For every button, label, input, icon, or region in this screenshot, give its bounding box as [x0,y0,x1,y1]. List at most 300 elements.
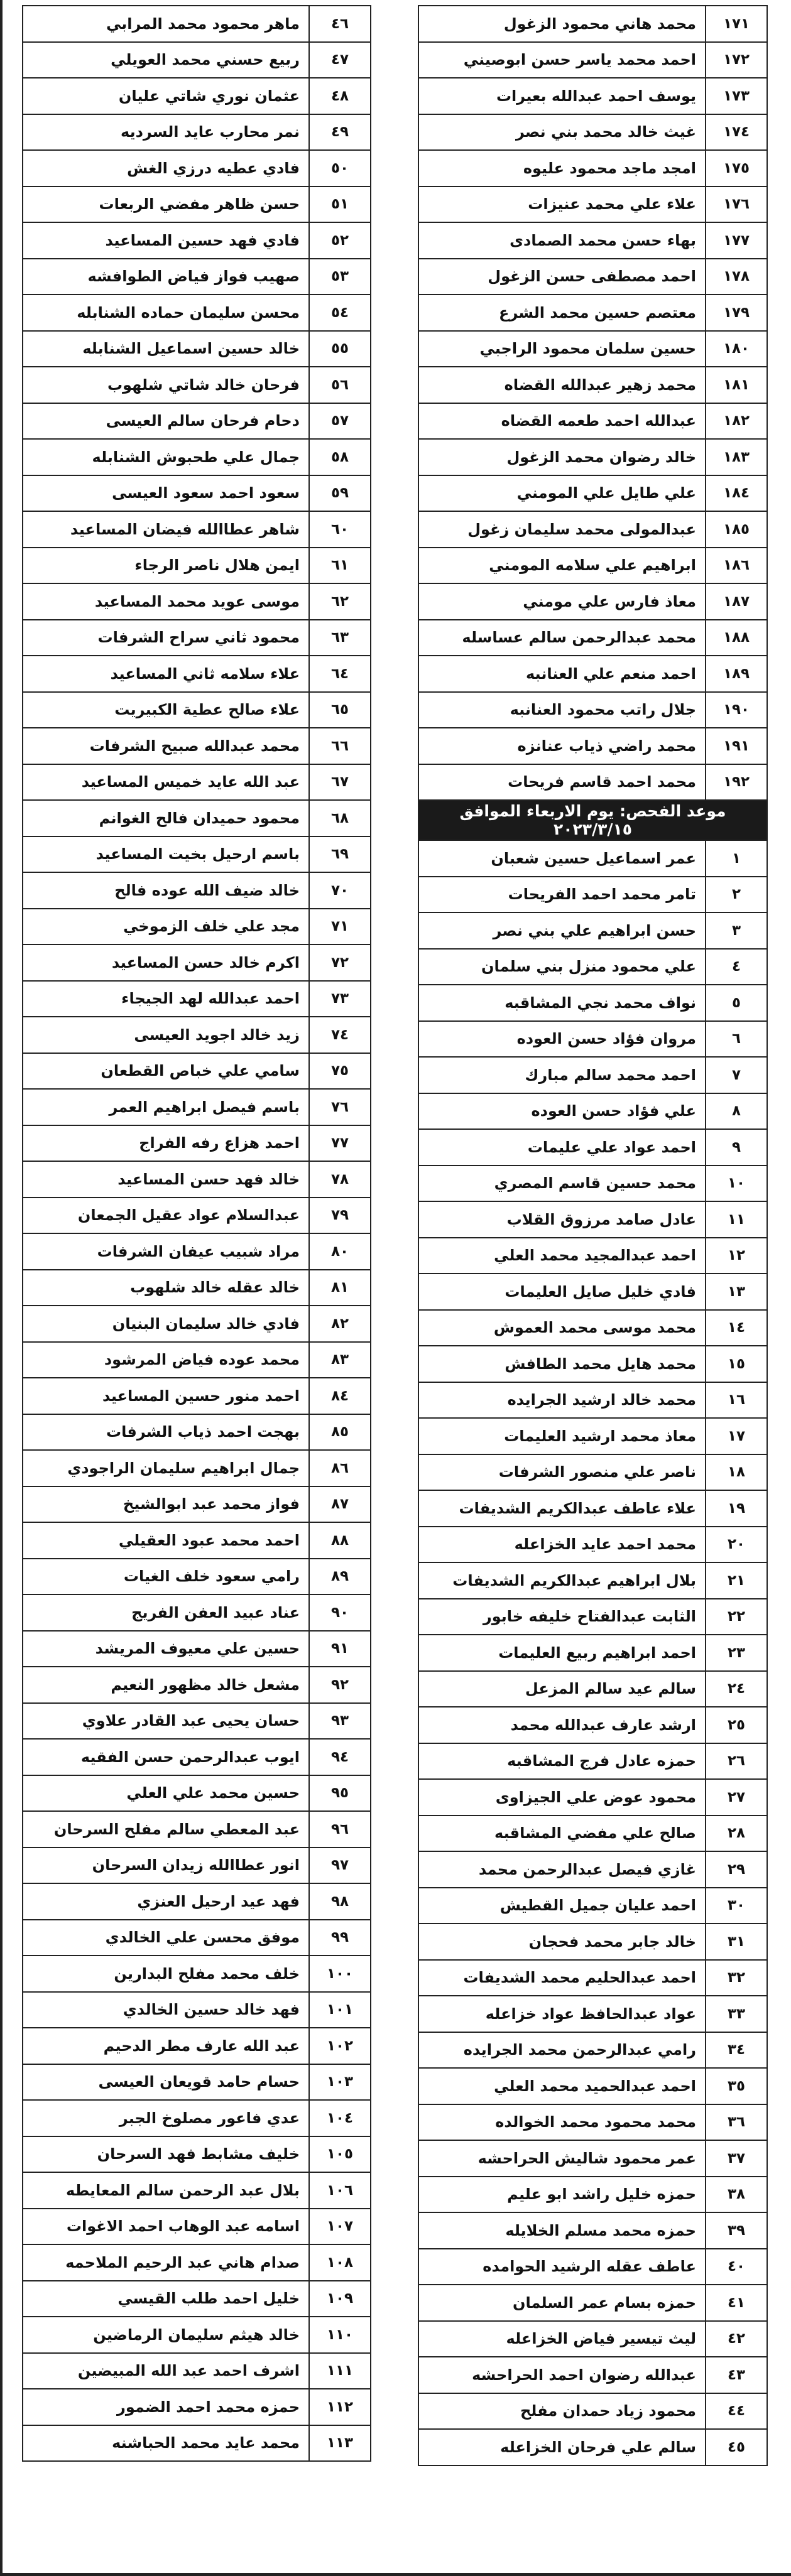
table-row [23,1125,371,1162]
row-number: ٨٣ [309,1342,371,1378]
person-name: سالم عيد سالم المزعل [418,1671,706,1707]
row-number: ١٠٩ [309,2281,371,2317]
row-number: ٤٧ [309,42,371,78]
row-number: ٩٨ [309,1883,371,1920]
person-name: محمد زهير عبدالله القضاه [418,367,706,403]
row-number: ١٠٤ [309,2100,371,2136]
table-row [23,800,371,836]
table-row [23,2136,371,2173]
row-number: ١٠١ [309,1992,371,2028]
row-number: ١٧٥ [706,150,767,187]
row-number: ٥٧ [309,403,371,440]
table-row [23,1522,371,1559]
person-name: محمد احمد قاسم فريحات [418,764,706,801]
table-row [23,367,371,403]
row-number: ٦٤ [309,656,371,692]
person-name: بلال ابراهيم عبدالكريم الشديفات [418,1562,706,1599]
table-row [418,1743,767,1780]
row-number: ١٧ [706,1418,767,1454]
table-row [23,1739,371,1775]
person-name: عبدالله احمد طعمه القضاه [418,403,706,440]
row-number: ٥٨ [309,439,371,475]
exam-date-header: موعد الفحص: يوم الاربعاء الموافق ٢٠٢٣/٣/١٥ [418,800,767,840]
table-row [23,1920,371,1956]
table-row [23,1270,371,1306]
row-number: ٣٣ [706,1996,767,2032]
row-number: ٤٥ [706,2429,767,2465]
person-name: ايوب عبدالرحمن حسن الفقيه [23,1739,309,1775]
row-number: ٧٥ [309,1053,371,1090]
row-number: ٩٠ [309,1594,371,1631]
person-name: عمر محمود شاليش الحراحشه [418,2140,706,2177]
table-row [418,403,767,440]
table-row [23,1450,371,1486]
person-name: غيث خالد محمد بني نصر [418,114,706,151]
table-row [418,1021,767,1058]
row-number: ٢٦ [706,1743,767,1780]
person-name: انور عطاالله زيدان السرحان [23,1848,309,1884]
table-row [23,1161,371,1198]
person-name: احمد عبدالحميد محمد العلي [418,2068,706,2104]
row-number: ١٩ [706,1490,767,1527]
table-row [23,2209,371,2245]
table-row [418,840,767,877]
person-name: اشرف احمد عبد الله المبيضين [23,2353,309,2389]
table-row [418,1599,767,1635]
table-row [23,1017,371,1053]
row-number: ٨٥ [309,1414,371,1451]
person-name: باسم ارحيل بخيت المساعيد [23,836,309,873]
person-name: احمد منور حسين المساعيد [23,1378,309,1414]
table-row [418,1454,767,1491]
table-row [418,150,767,187]
row-number: ١١١ [309,2353,371,2389]
person-name: موسى عويد محمد المساعيد [23,583,309,620]
person-name: حمزه محمد احمد الضمور [23,2389,309,2425]
table-row [23,764,371,801]
person-name: احمد مصطفى حسن الزغول [418,259,706,295]
row-number: ٧٧ [309,1125,371,1162]
row-number: ١٠٦ [309,2172,371,2209]
row-number: ٧١ [309,909,371,945]
table-row [418,877,767,913]
row-number: ٤٩ [309,114,371,151]
row-number: ٩٧ [309,1848,371,1884]
row-number: ١٨ [706,1454,767,1491]
row-number: ٨ [706,1093,767,1130]
row-number: ١٧٢ [706,42,767,78]
row-number: ١٧٨ [706,259,767,295]
row-number: ٢٧ [706,1779,767,1816]
person-name: جمال علي طحبوش الشنابله [23,439,309,475]
row-number: ١٨٢ [706,403,767,440]
row-number: ١٠٢ [309,2028,371,2064]
row-number: ٨٨ [309,1522,371,1559]
row-number: ٩١ [309,1631,371,1667]
table-row [23,1848,371,1884]
table-row [418,912,767,949]
table-row [23,42,371,78]
row-number: ٢٩ [706,1851,767,1888]
person-name: حسين محمد علي العلي [23,1775,309,1812]
table-row [23,981,371,1017]
table-row [23,1198,371,1234]
row-number: ١١٠ [309,2317,371,2353]
table-row [418,222,767,259]
table-row [23,511,371,548]
person-name: محسن سليمان حماده الشنابله [23,295,309,331]
person-name: اسامه عبد الوهاب احمد الاغوات [23,2209,309,2245]
table-row [23,692,371,728]
table-row [23,2028,371,2064]
row-number: ٩٦ [309,1811,371,1848]
table-row [23,1306,371,1342]
table-row [418,42,767,78]
table-row [418,1527,767,1563]
row-number: ٦٠ [309,511,371,548]
table-row [23,1703,371,1740]
person-name: ابراهيم علي سلامه المومني [418,548,706,584]
person-name: عبد الله عايد خميس المساعيد [23,764,309,801]
person-name: علي فؤاد حسن العوده [418,1093,706,1130]
person-name: الثابت عبدالفتاح خليفه خابور [418,1599,706,1635]
person-name: علاء صالح عطية الكبيريت [23,692,309,728]
table-row [418,2249,767,2285]
row-number: ٩٤ [309,1739,371,1775]
person-name: خليل احمد طلب القيسي [23,2281,309,2317]
person-name: فهد خالد حسين الخالدي [23,1992,309,2028]
person-name: سعود احمد سعود العيسى [23,475,309,512]
table-row [418,1562,767,1599]
page-frame-bottom [0,2573,791,2576]
person-name: عثمان نوري شاتي عليان [23,78,309,114]
table-row [418,2393,767,2430]
person-name: فهد عيد ارحيل العنزي [23,1883,309,1920]
person-name: خالد فهد حسن المساعيد [23,1161,309,1198]
row-number: ٤١ [706,2285,767,2321]
table-row [418,2212,767,2249]
table-row [23,1233,371,1270]
table-row [23,1414,371,1451]
person-name: حسين سلمان محمود الراجبي [418,331,706,367]
table-row [418,2357,767,2393]
row-number: ٩ [706,1129,767,1166]
table-row [23,836,371,873]
person-name: فرحان خالد شاتي شلهوب [23,367,309,403]
row-number: ١٠٨ [309,2244,371,2281]
table-row [418,949,767,985]
person-name: عبد المعطي سالم مفلح السرحان [23,1811,309,1848]
row-number: ٩٥ [309,1775,371,1812]
table-row [23,439,371,475]
person-name: ماهر محمود محمد المرابي [23,6,309,42]
table-row [418,2321,767,2357]
row-number: ٤٤ [706,2393,767,2430]
table-row [23,2100,371,2136]
table-row [23,150,371,187]
table-row [418,2429,767,2465]
person-name: حمزه محمد مسلم الخلايله [418,2212,706,2249]
person-name: شاهر عطاالله فيضان المساعيد [23,511,309,548]
row-number: ٨٠ [309,1233,371,1270]
table-row [23,2172,371,2209]
person-name: غازي فيصل عبدالرحمن محمد [418,1851,706,1888]
person-name: فادي خليل صايل العليمات [418,1274,706,1310]
table-row [23,2244,371,2281]
row-number: ٨٩ [309,1559,371,1595]
table-row [23,656,371,692]
person-name: عبد الله عارف مطر الدحيم [23,2028,309,2064]
row-number: ٨٢ [309,1306,371,1342]
table-row [418,2285,767,2321]
row-number: ٨١ [309,1270,371,1306]
row-number: ٣ [706,912,767,949]
row-number: ١٨٥ [706,511,767,548]
person-name: عبدالمولى محمد سليمان زغول [418,511,706,548]
table-row [418,1851,767,1888]
table-row [23,222,371,259]
table-row [418,439,767,475]
row-number: ٧٠ [309,872,371,909]
row-number: ١٣ [706,1274,767,1310]
row-number: ٩٩ [309,1920,371,1956]
table-row [418,1238,767,1274]
person-name: جمال ابراهيم سليمان الراجودي [23,1450,309,1486]
person-name: رامي سعود خلف الغيات [23,1559,309,1595]
table-row [418,1816,767,1852]
row-number: ٦٦ [309,728,371,764]
row-number: ١١٢ [309,2389,371,2425]
person-name: باسم فيصل ابراهيم العمر [23,1089,309,1125]
person-name: معتصم حسين محمد الشرع [418,295,706,331]
row-number: ٢ [706,877,767,913]
row-number: ٥٤ [309,295,371,331]
row-number: ١٢ [706,1238,767,1274]
row-number: ٥٦ [309,367,371,403]
row-number: ٣٧ [706,2140,767,2177]
table-row [23,475,371,512]
row-number: ١٧٩ [706,295,767,331]
row-number: ١٠٥ [309,2136,371,2173]
table-row [418,1490,767,1527]
row-number: ٤٦ [309,6,371,42]
row-number: ١١٣ [309,2425,371,2462]
person-name: حسان يحيى عبد القادر علاوي [23,1703,309,1740]
person-name: مجد علي خلف الزموخي [23,909,309,945]
row-number: ٣٥ [706,2068,767,2104]
person-name: ايمن هلال ناصر الرجاء [23,548,309,584]
person-name: معاذ محمد ارشيد العليمات [418,1418,706,1454]
table-row [418,2068,767,2104]
row-number: ١٠٧ [309,2209,371,2245]
person-name: محمد احمد عايد الخزاعله [418,1527,706,1563]
person-name: خالد هيثم سليمان الرماضين [23,2317,309,2353]
row-number: ١٩٠ [706,692,767,728]
row-number: ٥ [706,985,767,1021]
person-name: محمود زياد حمدان مفلح [418,2393,706,2430]
table-row [418,511,767,548]
table-row [418,187,767,223]
person-name: خالد عقله خالد شلهوب [23,1270,309,1306]
table-row [418,259,767,295]
row-number: ٨٤ [309,1378,371,1414]
person-name: سامي علي خباص القطعان [23,1053,309,1090]
table-row [418,1057,767,1093]
person-name: مروان فؤاد حسن العوده [418,1021,706,1058]
person-name: محمد هاني محمود الزغول [418,6,706,42]
person-name: صهيب فواز فياض الطوافشه [23,259,309,295]
row-number: ٣٠ [706,1888,767,1924]
person-name: محمد عبدالرحمن سالم عساسله [418,620,706,656]
person-name: محمد عوده فياض المرشود [23,1342,309,1378]
row-number: ٣٢ [706,1960,767,1996]
table-row [23,1631,371,1667]
person-name: احمد هزاع رفه الفراج [23,1125,309,1162]
row-number: ١٧٣ [706,78,767,114]
row-number: ٢٣ [706,1635,767,1671]
table-row [418,1274,767,1310]
person-name: محمد عبدالله صبيح الشرفات [23,728,309,764]
table-row [23,728,371,764]
row-number: ١٠٣ [309,2064,371,2101]
person-name: حمزه بسام عمر السلمان [418,2285,706,2321]
person-name: محمود عوض علي الجيزاوى [418,1779,706,1816]
person-name: خالد رضوان محمد الزغول [418,439,706,475]
person-name: علاء عاطف عبدالكريم الشديفات [418,1490,706,1527]
person-name: تامر محمد احمد الفريحات [418,877,706,913]
row-number: ٢٥ [706,1707,767,1743]
row-number: ١٩٢ [706,764,767,801]
table-row [418,583,767,620]
person-name: محمد عايد محمد الحباشنه [23,2425,309,2462]
row-number: ٧ [706,1057,767,1093]
table-row [23,583,371,620]
row-number: ٥٢ [309,222,371,259]
person-name: عدي فاعور مصلوخ الجبر [23,2100,309,2136]
row-number: ٦ [706,1021,767,1058]
table-row [418,1635,767,1671]
person-name: فادي عطيه درزي الغش [23,150,309,187]
table-row [418,114,767,151]
row-number: ١٧٧ [706,222,767,259]
row-number: ٥٥ [309,331,371,367]
row-number: ٣٨ [706,2177,767,2213]
person-name: ليث تيسير فياض الخزاعله [418,2321,706,2357]
person-name: خالد ضيف الله عوده فالح [23,872,309,909]
table-row [418,1671,767,1707]
person-name: سالم علي فرحان الخزاعله [418,2429,706,2465]
person-name: محمد هايل محمد الطافش [418,1346,706,1382]
row-number: ٥١ [309,187,371,223]
row-number: ١٨٤ [706,475,767,512]
page-frame-left [0,0,3,2576]
table-row [418,1707,767,1743]
person-name: محمد محمود محمد الخوالده [418,2104,706,2141]
table-row [23,2425,371,2462]
table-row [418,1346,767,1382]
person-name: حسن ابراهيم علي بني نصر [418,912,706,949]
table-row [23,1775,371,1812]
person-name: محمود ثاني سراح الشرفات [23,620,309,656]
table-row [418,1310,767,1346]
row-number: ٤٨ [309,78,371,114]
row-number: ٦٣ [309,620,371,656]
table-row [23,6,371,42]
table-row [23,78,371,114]
person-name: عادل صامد مرزوق القلاب [418,1201,706,1238]
table-row [418,2140,767,2177]
person-name: محمد موسى محمد العموش [418,1310,706,1346]
row-number: ١٨٣ [706,439,767,475]
table-row [23,1811,371,1848]
row-number: ٢٤ [706,1671,767,1707]
row-number: ١٠٠ [309,1956,371,1992]
person-name: عبدالله رضوان احمد الحراحشه [418,2357,706,2393]
table-row [23,548,371,584]
row-number: ٢٢ [706,1599,767,1635]
person-name: احمد عبدالمجيد محمد العلي [418,1238,706,1274]
person-name: زيد خالد اجويد العيسى [23,1017,309,1053]
table-row [418,78,767,114]
person-name: بهاء حسن محمد الصمادى [418,222,706,259]
table-row [23,403,371,440]
person-name: احمد محمد سالم مبارك [418,1057,706,1093]
person-name: امجد ماجد محمود عليوه [418,150,706,187]
person-name: نواف محمد نجي المشاقبه [418,985,706,1021]
table-row [23,2317,371,2353]
row-number: ١٦ [706,1382,767,1419]
row-number: ١٨٩ [706,656,767,692]
person-name: صالح علي مفضي المشاقبه [418,1816,706,1852]
row-number: ١١ [706,1201,767,1238]
table-row [23,1378,371,1414]
row-number: ٦٥ [309,692,371,728]
table-row [23,259,371,295]
person-name: احمد عواد علي عليمات [418,1129,706,1166]
table-row [23,1594,371,1631]
row-number: ٣١ [706,1924,767,1960]
person-name: مراد شبيب عيفان الشرفات [23,1233,309,1270]
table-row [23,2281,371,2317]
person-name: احمد عبدالحليم محمد الشديفات [418,1960,706,1996]
table-row [418,367,767,403]
person-name: حسن ظاهر مفضي الربعات [23,187,309,223]
person-name: احمد محمد عبود العقيلي [23,1522,309,1559]
table-row [418,1888,767,1924]
person-name: حسين علي معيوف المريشد [23,1631,309,1667]
person-name: بلال عبد الرحمن سالم المعايطه [23,2172,309,2209]
table-row [418,1996,767,2032]
row-number: ٢٨ [706,1816,767,1852]
table-row [418,331,767,367]
person-name: احمد منعم علي العنانبه [418,656,706,692]
table-row [23,2353,371,2389]
row-number: ٣٤ [706,2032,767,2069]
row-number: ١٥ [706,1346,767,1382]
row-number: ٤٣ [706,2357,767,2393]
person-name: خالد جابر محمد فحجان [418,1924,706,1960]
row-number: ٤ [706,949,767,985]
row-number: ٩٢ [309,1667,371,1703]
person-name: خليف مشابط فهد السرحان [23,2136,309,2173]
person-name: احمد ابراهيم ربيع العليمات [418,1635,706,1671]
person-name: عمر اسماعيل حسين شعبان [418,840,706,877]
row-number: ٧٦ [309,1089,371,1125]
table-row [23,1883,371,1920]
person-name: معاذ فارس علي مومني [418,583,706,620]
person-name: صدام هاني عبد الرحيم الملاحمه [23,2244,309,2281]
row-number: ٧٤ [309,1017,371,1053]
